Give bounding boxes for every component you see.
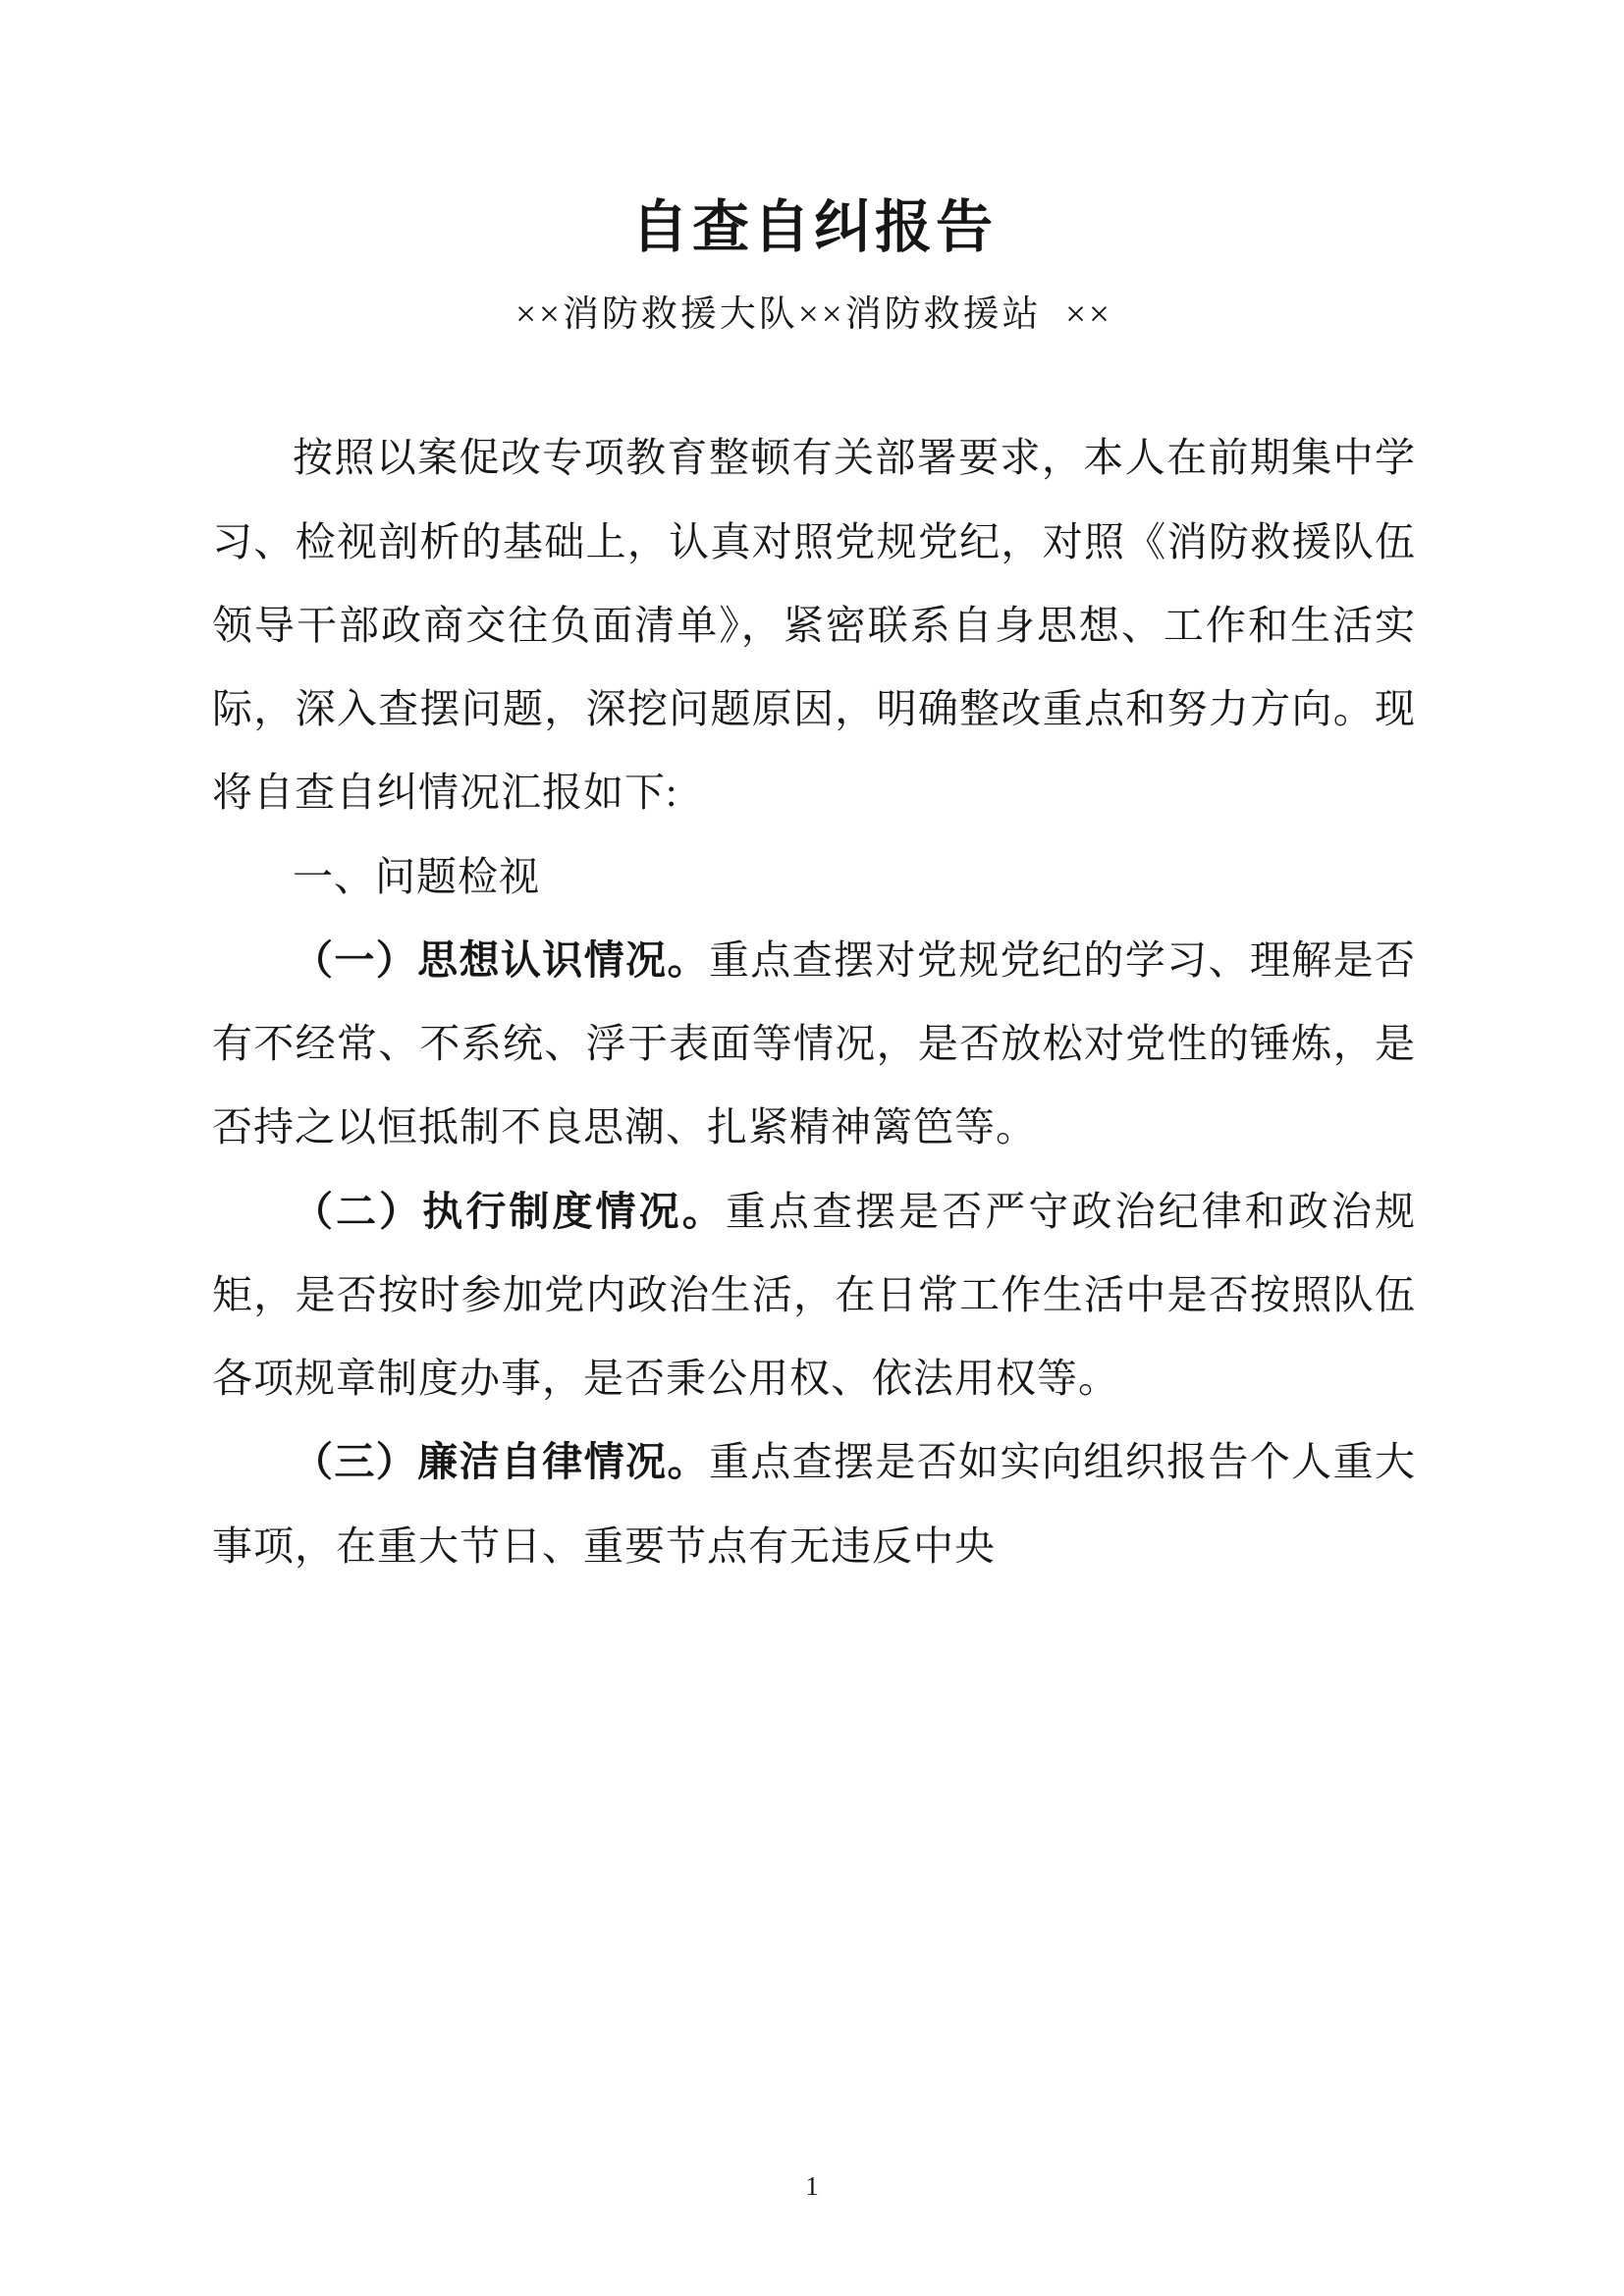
section-heading-text: 一、问题检视 [293, 853, 540, 899]
paragraph-item-1 [212, 919, 1416, 1170]
paragraph-lead: （三）廉洁自律情况。 [293, 1439, 709, 1485]
paragraph-text: 重点查摆对党规党纪的学习、理解是否有不经常、不系统、浮于表面等情况，是否放松对党性的锤炼，是否持之以恒抵制不良思潮、扎紧精神篱笆等。 [212, 936, 1417, 1150]
paragraph-text: 重点查摆是否严守政治纪律和政治规矩，是否按时参加党内政治生活，在日常工作生活中是否按照队伍各项规章制度办事，是否秉公用权、依法用权等。 [212, 1188, 1417, 1402]
paragraph-item-2 [212, 1170, 1416, 1421]
paragraph-lead: （一）思想认识情况。 [293, 936, 709, 983]
paragraph-intro [212, 416, 1416, 834]
paragraph-item-3 [212, 1420, 1416, 1588]
document-title: 自查自纠报告 [630, 195, 997, 259]
paragraph-text: 按照以案促改专项教育整顿有关部署要求，本人在前期集中学习、检视剖析的基础上，认真对照党规党纪，对照《消防救援队伍领导干部政商交往负面清单》，紧密联系自身思想、工作和生活实际，深入查摆问题，深挖问题原因，明确整改重点和努力方向。现将自查自纠情况汇报如下: [212, 435, 1416, 816]
paragraph-lead: （二）执行制度情况。 [293, 1188, 726, 1234]
document-subtitle: ××消防救援大队××消防救援站 ×× [515, 294, 1112, 335]
page-number: 1 [805, 2171, 819, 2201]
document-body [212, 416, 1416, 1588]
section-heading [212, 835, 1416, 919]
paragraph-text: 重点查摆是否如实向组织报告个人重大事项，在重大节日、重要节点有无违反中央 [212, 1439, 1417, 1569]
